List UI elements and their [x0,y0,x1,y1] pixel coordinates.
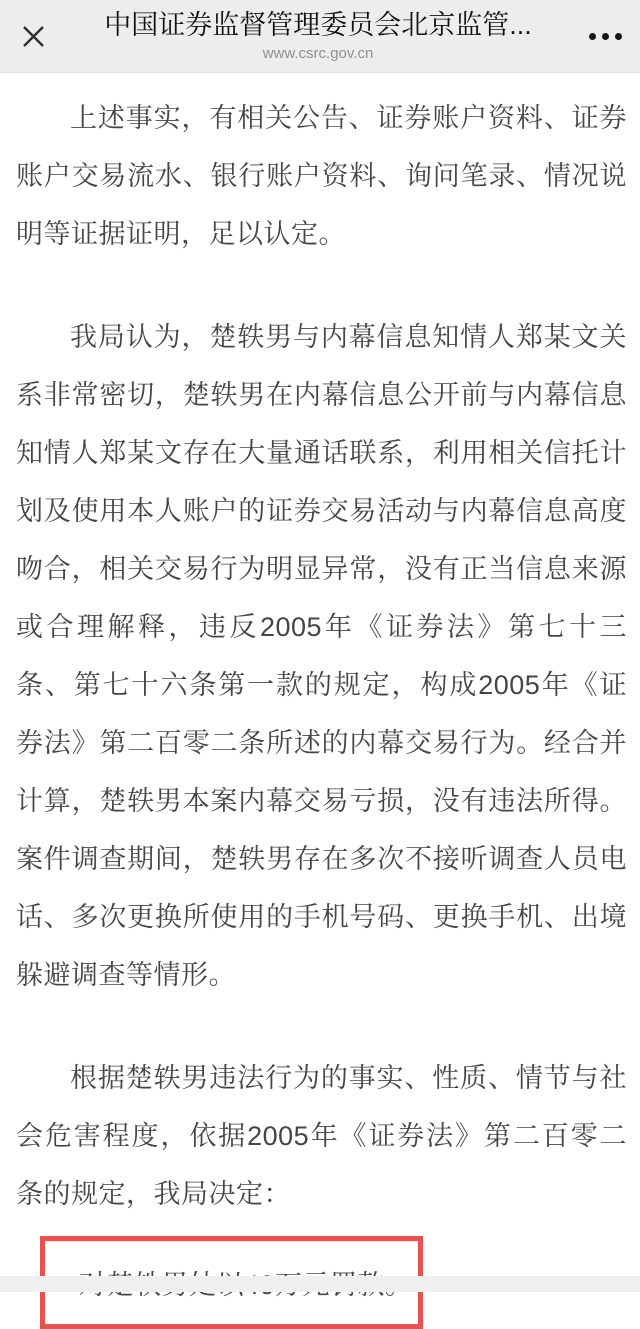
menu-dot [602,33,609,40]
paragraph-findings: 我局认为，楚轶男与内幕信息知情人郑某文关系非常密切，楚轶男在内幕信息公开前与内幕信息知情人郑某文存在大量通话联系，利用相关信托计划及使用本人账户的证券交易活动与内幕信息高度吻合，相关交易行为明显异常，没有正当信息来源或合理解释，违反2005年《证券法》第七十三条、第七十六条第一款的规定，构成2005年《证券法》第二百零二条所述的内幕交易行为。经合并计算，楚轶男本案内幕交易亏损，没有违法所得。案件调查期间，楚轶男存在多次不接听调查人员电话、多次更换所使用的手机号码、更换手机、出境躲避调查等情形。 [16,322,627,990]
close-icon[interactable] [0,23,66,50]
page-url: www.csrc.gov.cn [262,45,374,62]
menu-dot [615,33,622,40]
more-menu-icon[interactable] [570,33,640,40]
header-title-block [66,9,570,63]
page-title: 中国证券监督管理委员会北京监管... [104,10,532,40]
browser-header [0,0,640,73]
document-body [0,73,640,1329]
close-x-glyph [20,23,47,50]
paragraph-decision: 根据楚轶男违法行为的事实、性质、情节与社会危害程度，依据2005年《证券法》第二百零二条的规定，我局决定： [16,1063,627,1209]
paragraph-facts: 上述事实，有相关公告、证券账户资料、证券账户交易流水、银行账户资料、询问笔录、情况说明等证据证明，足以认定。 [16,103,627,249]
menu-dot [589,33,596,40]
footer-strip [0,1276,640,1292]
